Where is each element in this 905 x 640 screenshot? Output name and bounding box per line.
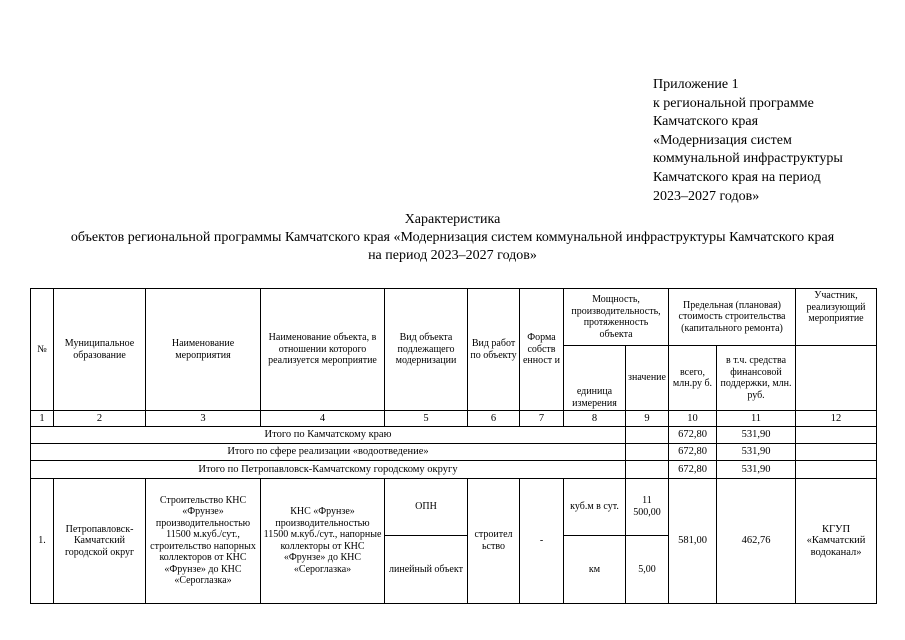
row-unit-a: куб.м в сут. <box>564 478 626 535</box>
total-row-district <box>31 461 877 478</box>
column-number: 10 <box>669 411 717 426</box>
characteristics-table <box>30 288 877 604</box>
header-participant-empty <box>796 346 877 411</box>
total-empty-cell <box>626 443 669 460</box>
total-support-value: 531,90 <box>717 461 796 478</box>
row-measure: Строительство КНС «Фрунзе» производительностью 11500 м.куб./сут., строительство напорных коллекторов от КНС «Фрунзе» до КНС «Сероглазка» <box>146 478 261 603</box>
column-number: 2 <box>54 411 146 426</box>
total-empty-cell <box>796 443 877 460</box>
row-value-b: 5,00 <box>626 535 669 603</box>
total-empty-cell <box>626 426 669 443</box>
appendix-line: «Модернизация систем <box>653 132 792 148</box>
header-cost: Предельная (плановая) стоимость строительства (капитального ремонта) <box>669 289 796 346</box>
row-object-type-a: ОПН <box>385 478 468 535</box>
document-title <box>0 211 905 265</box>
title-line-2: объектов региональной программы Камчатского края «Модернизация систем коммунальной инфраструктуры Камчатского края <box>70 230 835 245</box>
total-support-value: 531,90 <box>717 426 796 443</box>
column-number: 3 <box>146 411 261 426</box>
column-number: 9 <box>626 411 669 426</box>
header-measure-name: Наименование мероприятия <box>146 289 261 411</box>
column-number: 11 <box>717 411 796 426</box>
column-number: 1 <box>31 411 54 426</box>
row-unit-b: км <box>564 535 626 603</box>
appendix-line: коммунальной инфраструктуры <box>653 151 843 167</box>
row-num: 1. <box>31 478 54 603</box>
header-participant: Участник, реализующий мероприятие <box>796 289 877 346</box>
header-unit: единица измерения <box>564 346 626 411</box>
total-row-sphere <box>31 443 877 460</box>
row-participant: КГУП «Камчатский водоканал» <box>796 478 877 603</box>
column-number: 12 <box>796 411 877 426</box>
row-ownership: - <box>520 478 564 603</box>
header-work-type: Вид работ по объекту <box>468 289 520 411</box>
appendix-caption <box>653 76 893 206</box>
column-number-row <box>31 411 877 426</box>
header-support: в т.ч. средства финансовой поддержки, млн. руб. <box>717 346 796 411</box>
total-empty-cell <box>796 461 877 478</box>
header-value: значение <box>626 346 669 411</box>
title-line-1: Характеристика <box>404 212 501 227</box>
appendix-line: к региональной программе <box>653 95 814 111</box>
column-number: 4 <box>261 411 385 426</box>
column-number: 8 <box>564 411 626 426</box>
row-value-a: 11 500,00 <box>626 478 669 535</box>
header-municipality: Муниципальное образование <box>54 289 146 411</box>
header-num: № <box>31 289 54 411</box>
total-cost-value: 672,80 <box>669 443 717 460</box>
row-object: КНС «Фрунзе» производительностью 11500 м.куб./сут., напорные коллекторы от КНС «Фрунзе» до КНС «Сероглазка» <box>261 478 385 603</box>
header-object-name: Наименование объекта, в отношении которого реализуется мероприятие <box>261 289 385 411</box>
appendix-line: 2023–2027 годов» <box>653 188 760 204</box>
total-label: Итого по Петропавловск-Камчатскому городскому округу <box>31 461 626 478</box>
column-number: 5 <box>385 411 468 426</box>
column-number: 7 <box>520 411 564 426</box>
header-ownership: Форма собств енност и <box>520 289 564 411</box>
appendix-line: Камчатского края <box>653 114 759 130</box>
title-line-3: на период 2023–2027 годов» <box>368 248 537 263</box>
header-object-type: Вид объекта подлежащего модернизации <box>385 289 468 411</box>
table-row <box>31 478 877 535</box>
total-empty-cell <box>796 426 877 443</box>
column-number: 6 <box>468 411 520 426</box>
total-cost-value: 672,80 <box>669 426 717 443</box>
header-capacity: Мощность, производительность, протяженность объекта <box>564 289 669 346</box>
appendix-line: Камчатского края на период <box>653 169 821 185</box>
total-label: Итого по Камчатскому краю <box>31 426 626 443</box>
header-total: всего, млн.ру б. <box>669 346 717 411</box>
total-cost-value: 672,80 <box>669 461 717 478</box>
row-total-cost: 581,00 <box>669 478 717 603</box>
total-label: Итого по сфере реализации «водоотведение» <box>31 443 626 460</box>
total-empty-cell <box>626 461 669 478</box>
header-row-1 <box>31 289 877 346</box>
total-row-region <box>31 426 877 443</box>
row-support: 462,76 <box>717 478 796 603</box>
row-work-type: строител ьство <box>468 478 520 603</box>
row-object-type-b: линейный объект <box>385 535 468 603</box>
appendix-line: Приложение 1 <box>653 77 739 92</box>
total-support-value: 531,90 <box>717 443 796 460</box>
row-municipality: Петропавловск-Камчатский городской округ <box>54 478 146 603</box>
